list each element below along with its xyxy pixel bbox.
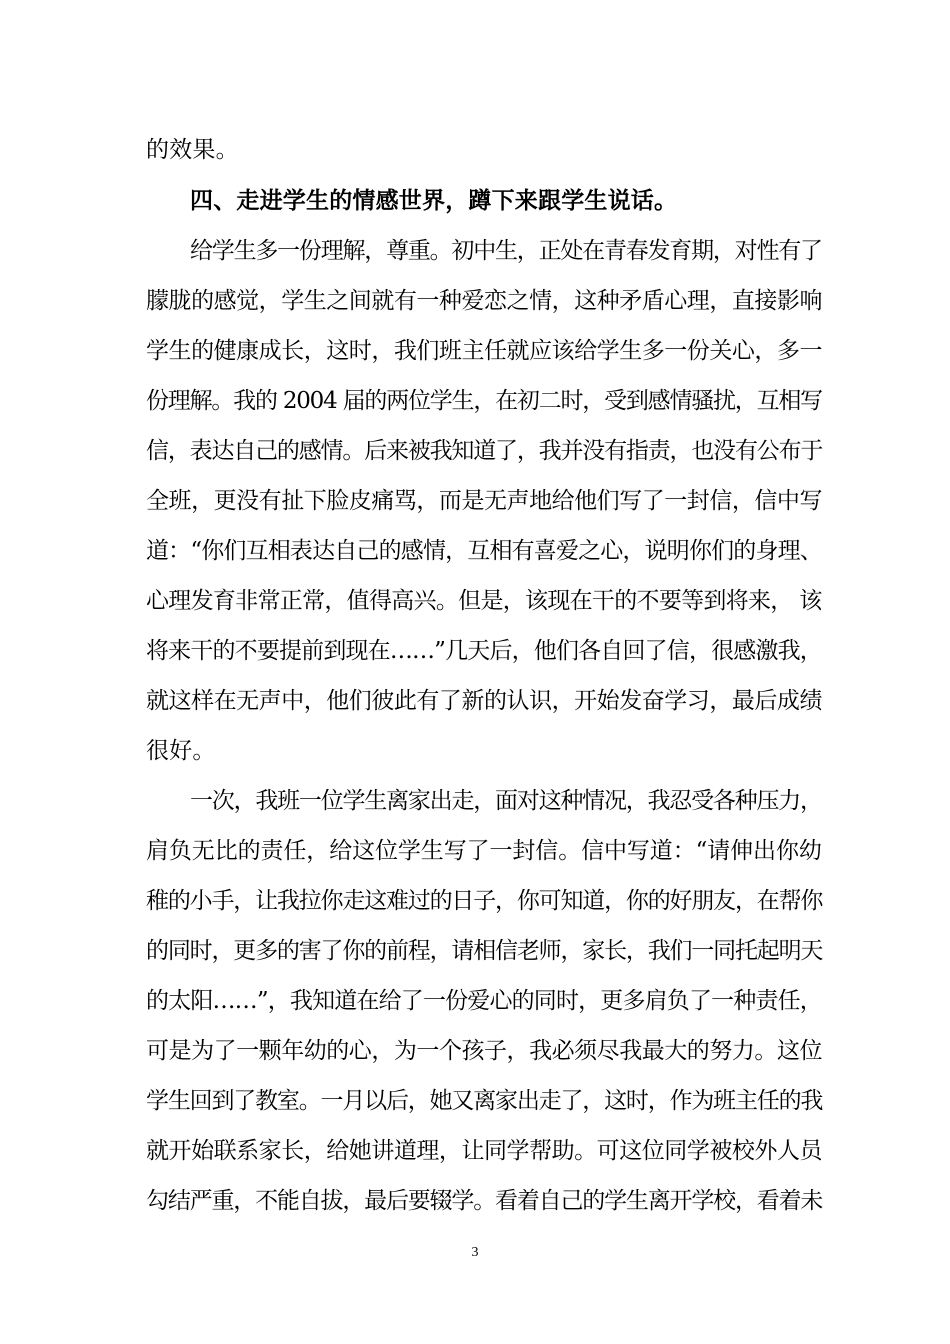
text-line: 勾结严重，不能自拔，最后要辍学。看着自己的学生离开学校，看着未: [146, 1188, 823, 1214]
page-number: 3: [471, 1245, 479, 1260]
text-line: 学生的健康成长，这时，我们班主任就应该给学生多一份关心，多一: [146, 338, 823, 364]
paragraph-first-line: 给学生多一份理解，尊重。初中生，正处在青春发育期，对性有了: [190, 238, 822, 264]
text-line: 信，表达自己的感情。后来被我知道了，我并没有指责，也没有公布于: [146, 438, 823, 464]
text-line: 稚的小手，让我拉你走这难过的日子，你可知道，你的好朋友，在帮你: [146, 888, 823, 914]
text-line: 的效果。: [146, 137, 239, 163]
text-line: 可是为了一颗年幼的心，为一个孩子，我必须尽我最大的努力。这位: [146, 1038, 823, 1064]
text-line: 份理解。我的 2004 届的两位学生，在初二时，受到感情骚扰，互相写: [146, 388, 822, 414]
section-heading: 四、走进学生的情感世界，蹲下来跟学生说话。: [190, 187, 678, 214]
text-line: 全班，更没有扯下脸皮痛骂，而是无声地给他们写了一封信，信中写: [146, 488, 823, 514]
text-line: 的太阳……”，我知道在给了一份爱心的同时，更多肩负了一种责任，: [146, 988, 822, 1014]
paragraph-first-line: 一次，我班一位学生离家出走，面对这种情况，我忍受各种压力，: [190, 788, 822, 814]
text-line: 很好。: [146, 738, 216, 764]
text-line: 学生回到了教室。一月以后，她又离家出走了，这时，作为班主任的我: [146, 1088, 823, 1114]
text-line: 就这样在无声中，他们彼此有了新的认识，开始发奋学习，最后成绩: [146, 688, 823, 714]
text-line: 的同时，更多的害了你的前程，请相信老师，家长，我们一同托起明天: [146, 938, 823, 964]
text-line: 心理发育非常正常，值得高兴。但是，该现在干的不要等到将来， 该: [146, 588, 822, 614]
text-line: 将来干的不要提前到现在……”几天后，他们各自回了信，很感激我，: [146, 638, 822, 664]
text-line: 肩负无比的责任，给这位学生写了一封信。信中写道：“请伸出你幼: [146, 838, 822, 864]
text-line: 就开始联系家长，给她讲道理，让同学帮助。可这位同学被校外人员: [146, 1138, 823, 1164]
text-line: 朦胧的感觉，学生之间就有一种爱恋之情，这种矛盾心理，直接影响: [146, 288, 823, 314]
text-line: 道：“你们互相表达自己的感情，互相有喜爱之心，说明你们的身理、: [146, 538, 822, 564]
